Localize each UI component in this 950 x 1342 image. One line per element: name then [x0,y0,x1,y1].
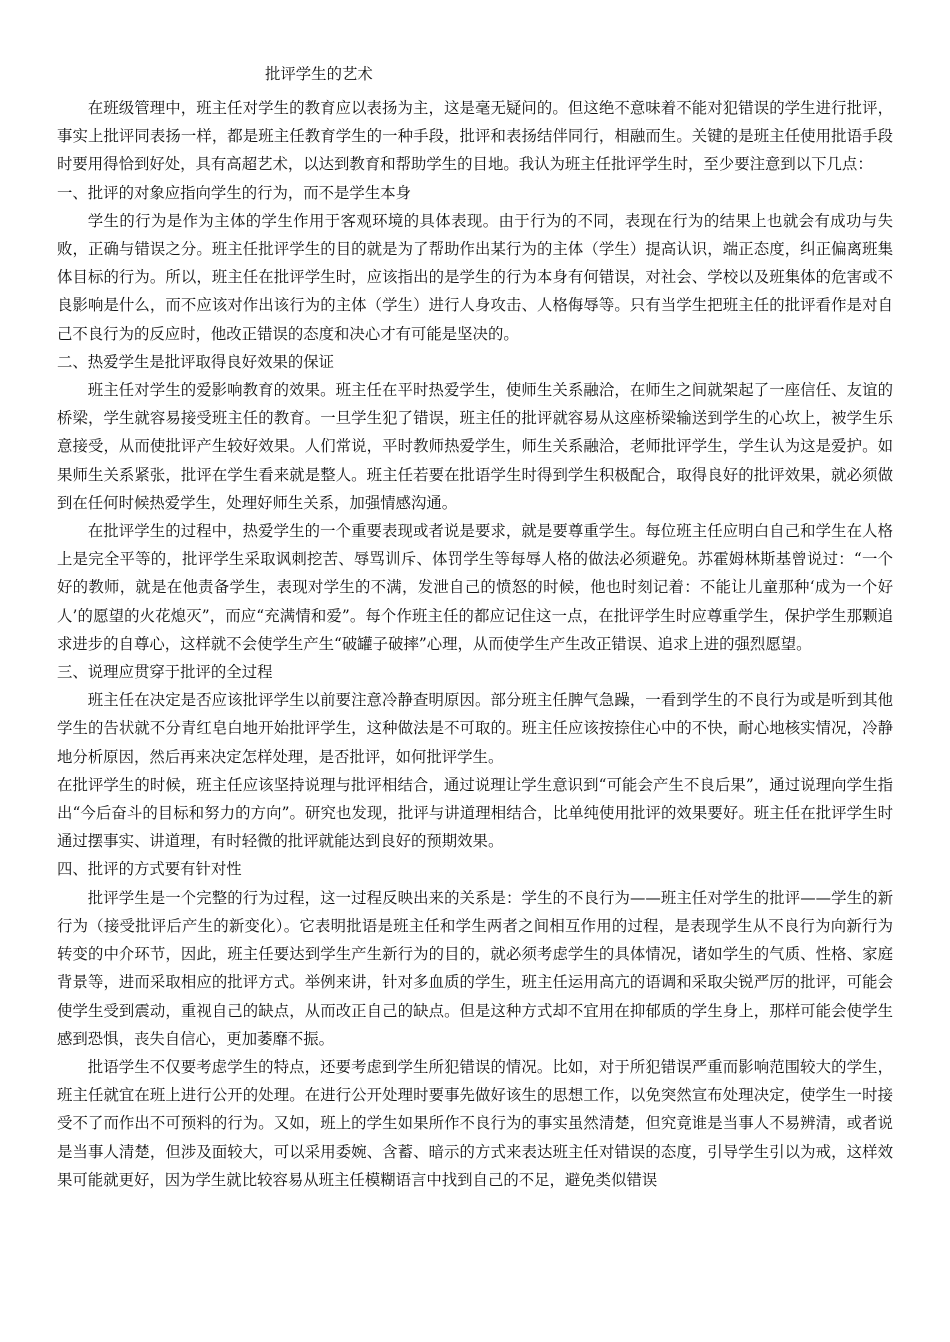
section-4-paragraph-2: 批语学生不仅要考虑学生的特点，还要考虑到学生所犯错误的情况。比如，对于所犯错误严重而影响范围较大的学生，班主任就宜在班上进行公开的处理。在进行公开处理时要事先做好该生的思想工作，以免突然宣布处理决定，使学生一时接受不了而作出不可预料的行为。又如，班上的学生如果所作不良行为的事实虽然清楚，但究竟谁是当事人不易辨清，或者说是当事人清楚，但涉及面较大，可以采用委婉、含蓄、暗示的方式来表达班主任对错误的态度，引导学生引以为戒，这样效果可能就更好，因为学生就比较容易从班主任模糊语言中找到自己的不足，避免类似错误 [57,1057,893,1189]
section-4-paragraph-1: 批评学生是一个完整的行为过程，这一过程反映出来的关系是：学生的不良行为——班主任对学生的批评——学生的新行为（接受批评后产生的新变化）。它表明批语是班主任和学生两者之间相互作用的过程，是表现学生从不良行为向新行为转变的中介环节，因此，班主任要达到学生产生新行为的目的，就必须考虑学生的具体情况，诸如学生的气质、性格、家庭背景等，进而采取相应的批评方式。举例来讲，针对多血质的学生，班主任运用高亢的语调和采取尖锐严厉的批评，可能会使学生受到震动，重视自己的缺点，从而改正自己的缺点。但是这种方式却不宜用在抑郁质的学生身上，那样可能会使学生感到恐惧，丧失自信心，更加萎靡不振。 [57,888,893,1048]
section-2-paragraph-1: 班主任对学生的爱影响教育的效果。班主任在平时热爱学生，使师生关系融洽，在师生之间就架起了一座信任、友谊的桥梁，学生就容易接受班主任的教育。一旦学生犯了错误，班主任的批评就容易从这座桥梁输送到学生的心坎上，被学生乐意接受，从而使批评产生较好效果。人们常说，平时教师热爱学生，师生关系融洽，老师批评学生，学生认为这是爱护。如果师生关系紧张，批评在学生看来就是整人。班主任若要在批语学生时得到学生积极配合，取得良好的批评效果，就必须做到在任何时候热爱学生，处理好师生关系，加强情感沟通。 [57,381,893,512]
section-heading-3: 三、说理应贯穿于批评的全过程 [57,663,273,682]
section-2-paragraph-2: 在批评学生的过程中，热爱学生的一个重要表现或者说是要求，就是要尊重学生。每位班主任应明白自己和学生在人格上是完全平等的，批评学生采取讽刺挖苦、辱骂训斥、体罚学生等每辱人格的做法必须避免。苏霍姆林斯基曾说过：“一个好的教师，就是在他责备学生，表现对学生的不满，发泄自己的愤怒的时候，他也时刻记着：不能让儿童那种‘成为一个好人’的愿望的火花熄灭”，而应“充满情和爱”。每个作班主任的都应记住这一点，在批评学生时应尊重学生，保护学生那颗追求进步的自尊心，这样就不会使学生产生“破罐子破摔”心理，从而使学生产生改正错误、追求上进的强烈愿望。 [57,522,893,653]
intro-paragraph: 在班级管理中，班主任对学生的教育应以表扬为主，这是毫无疑问的。但这绝不意味着不能对犯错误的学生进行批评，事实上批评同表扬一样，都是班主任教育学生的一种手段，批评和表扬结伴同行，相融而生。关键的是班主任使用批语手段时要用得恰到好处，具有高超艺术，以达到教育和帮助学生的目地。我认为班主任批评学生时，至少要注意到以下几点： [57,99,893,174]
document-title: 批评学生的艺术 [265,65,373,83]
section-3-paragraph-1: 班主任在决定是否应该批评学生以前要注意冷静查明原因。部分班主任脾气急躁，一看到学生的不良行为或是听到其他学生的告状就不分青红皂白地开始批评学生，这种做法是不可取的。班主任应该按捺住心中的不快，耐心地核实情况，冷静地分析原因，然后再来决定怎样处理，是否批评，如何批评学生。 [57,691,893,766]
section-3-paragraph-2: 在批评学生的时候，班主任应该坚持说理与批评相结合，通过说理让学生意识到“可能会产生不良后果”，通过说理向学生指出“今后奋斗的目标和努力的方向”。研究也发现，批评与讲道理相结合，比单纯使用批评的效果要好。班主任在批评学生时通过摆事实、讲道理，有时轻微的批评就能达到良好的预期效果。 [57,775,893,851]
section-1-paragraph: 学生的行为是作为主体的学生作用于客观环境的具体表现。由于行为的不同，表现在行为的结果上也就会有成功与失败，正确与错误之分。班主任批评学生的目的就是为了帮助作出某行为的主体（学生）提高认识，端正态度，纠正偏离班集体目标的行为。所以，班主任在批评学生时，应该指出的是学生的行为本身有何错误，对社会、学校以及班集体的危害或不良影响是什么，而不应该对作出该行为的主体（学生）进行人身攻击、人格侮辱等。只有当学生把班主任的批评看作是对自己不良行为的反应时，他改正错误的态度和决心才有可能是坚决的。 [57,211,893,343]
section-heading-1: 一、批评的对象应指向学生的行为，而不是学生本身 [57,183,411,202]
section-heading-2: 二、热爱学生是批评取得良好效果的保证 [57,352,335,371]
document-page [57,60,893,1194]
section-heading-4: 四、批评的方式要有针对性 [57,860,242,879]
